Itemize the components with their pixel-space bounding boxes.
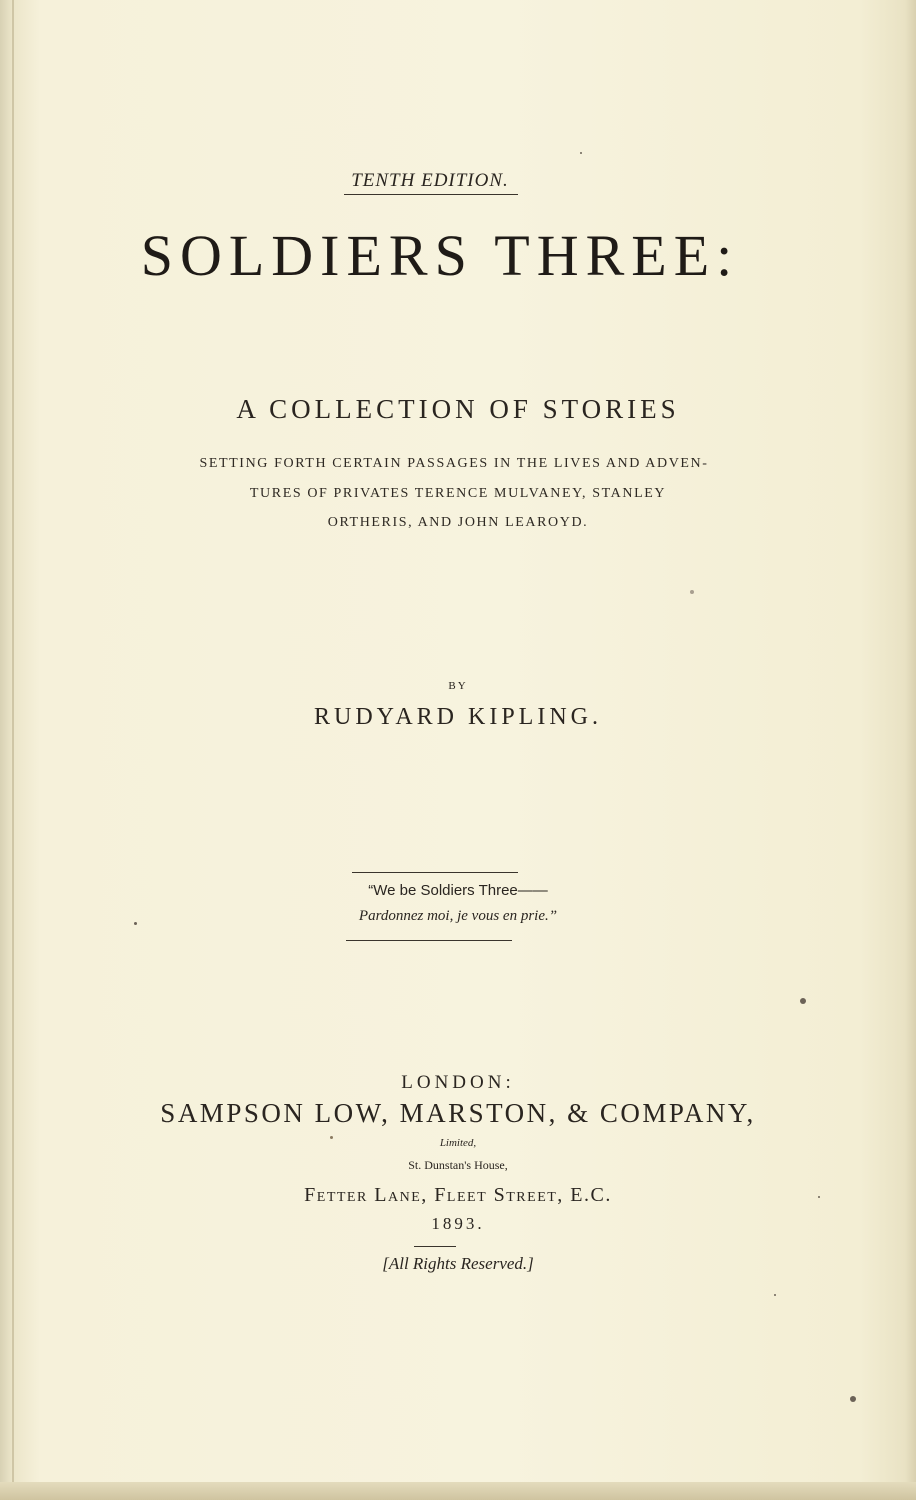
book-subtitle: A COLLECTION OF STORIES bbox=[236, 394, 680, 424]
imprint-city: LONDON: bbox=[401, 1072, 515, 1093]
imprint-limited: Limited, bbox=[439, 1137, 477, 1149]
description-line-1: SETTING FORTH CERTAIN PASSAGES IN THE LIVES AND ADVEN- bbox=[199, 456, 709, 471]
imprint-publisher: SAMPSON LOW, MARSTON, & COMPANY, bbox=[160, 1098, 756, 1128]
imprint-year: 1893. bbox=[431, 1214, 485, 1233]
year-rule bbox=[414, 1246, 456, 1247]
imprint-rights: [All Rights Reserved.] bbox=[382, 1254, 534, 1273]
paper-speck bbox=[774, 1294, 776, 1296]
description-line-3: ORTHERIS, AND JOHN LEAROYD. bbox=[327, 515, 589, 530]
page-bottom-edge bbox=[0, 1482, 916, 1500]
paper-speck bbox=[690, 590, 694, 594]
gutter-line bbox=[12, 0, 14, 1500]
epigraph-line-1: “We be Soldiers Three—— bbox=[368, 882, 548, 899]
paper-speck bbox=[134, 922, 137, 925]
edition-label: TENTH EDITION. bbox=[351, 170, 509, 191]
book-title: SOLDIERS THREE: bbox=[140, 223, 740, 288]
paper-speck bbox=[580, 152, 582, 154]
imprint-house: St. Dunstan's House, bbox=[408, 1158, 508, 1172]
epigraph-line-2: Pardonnez moi, je vous en prie.” bbox=[358, 908, 558, 924]
paper-speck bbox=[330, 1136, 333, 1139]
epigraph-top-rule bbox=[352, 872, 518, 873]
imprint-street: Fetter Lane, Fleet Street, E.C. bbox=[304, 1184, 612, 1206]
paper-speck bbox=[850, 1396, 856, 1402]
author-name: RUDYARD KIPLING. bbox=[313, 704, 602, 730]
paper-speck bbox=[818, 1196, 820, 1198]
paper-speck bbox=[800, 998, 806, 1004]
edition-underline bbox=[344, 194, 518, 195]
description-line-2: TURES OF PRIVATES TERENCE MULVANEY, STANLEY bbox=[249, 486, 667, 501]
epigraph-bottom-rule bbox=[346, 940, 512, 941]
by-label: BY bbox=[448, 680, 468, 692]
